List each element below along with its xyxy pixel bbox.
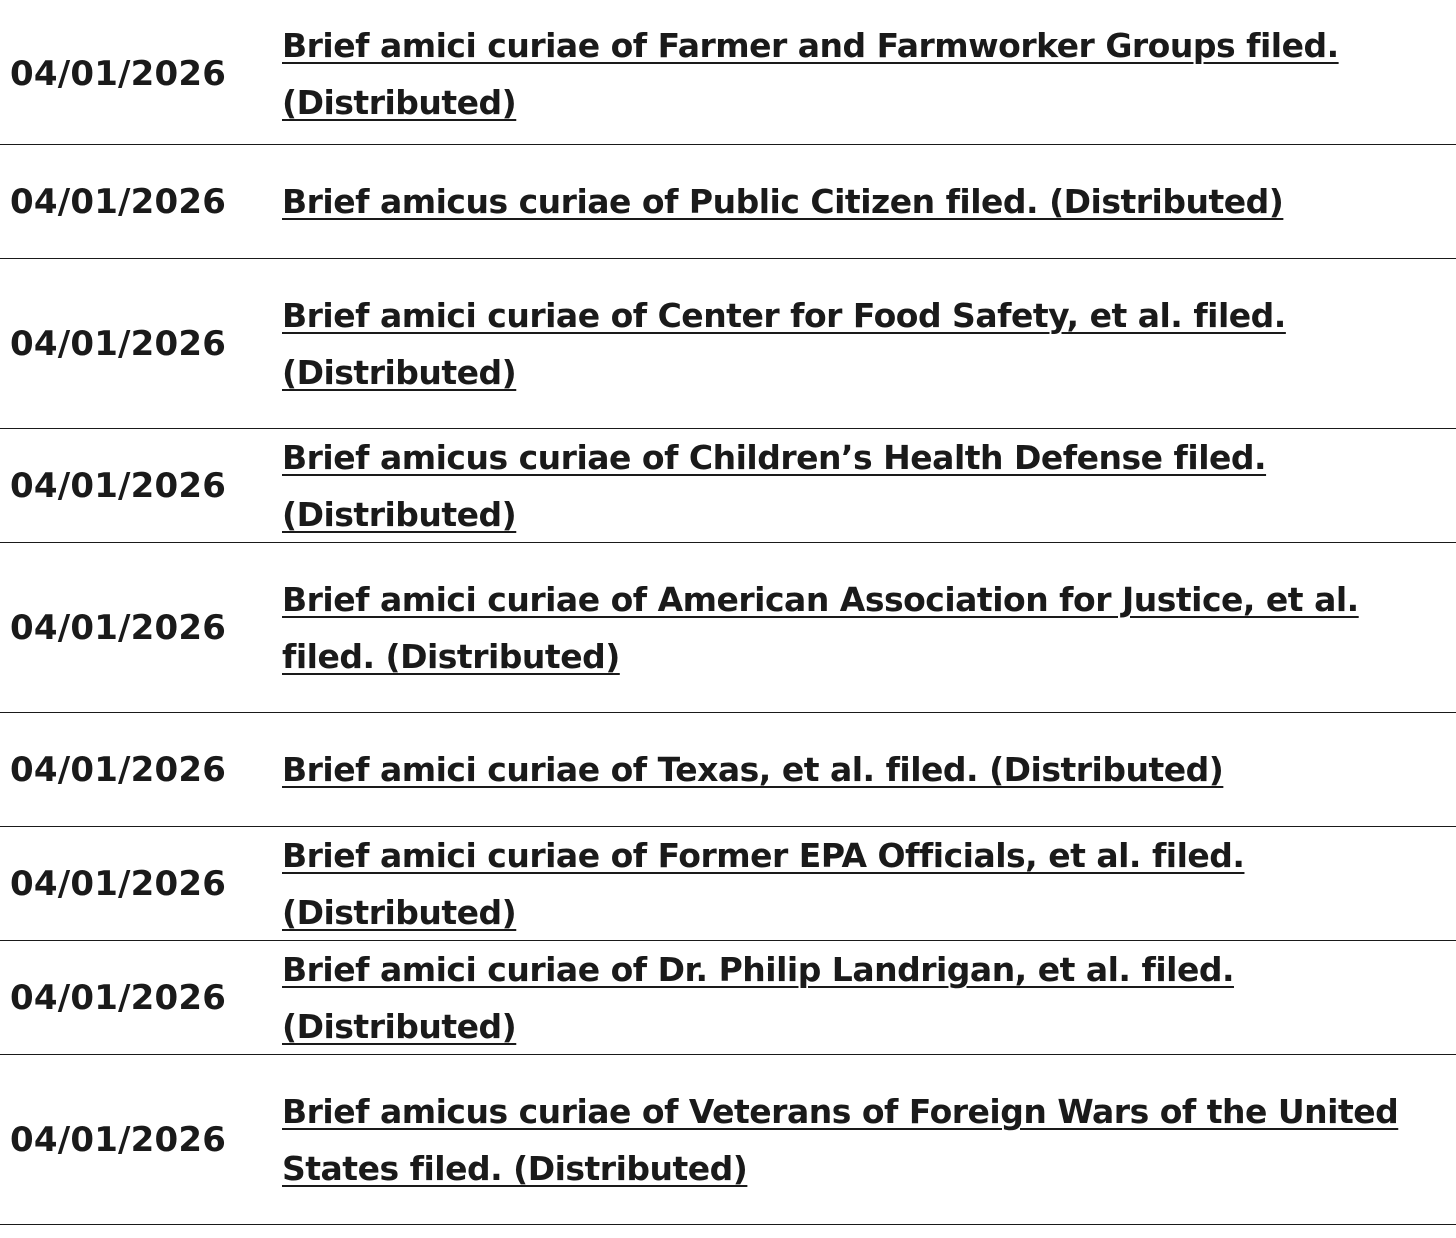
entry-description	[282, 173, 1456, 230]
entry-description	[282, 17, 1456, 131]
entry-link[interactable]: Brief amici curiae of Dr. Philip Landrigan, et al. filed. (Distributed)	[282, 949, 1234, 1046]
entry-link[interactable]: Brief amici curiae of Former EPA Officials, et al. filed. (Distributed)	[282, 835, 1245, 932]
table-row	[0, 713, 1456, 827]
entry-link[interactable]: Brief amicus curiae of Public Citizen filed. (Distributed)	[282, 182, 1284, 221]
table-row	[0, 1055, 1456, 1225]
entry-description	[282, 1083, 1456, 1197]
entry-date: 04/01/2026	[10, 977, 227, 1018]
entry-date: 04/01/2026	[10, 863, 227, 904]
entry-link[interactable]: Brief amici curiae of Farmer and Farmworker Groups filed. (Distributed)	[282, 26, 1339, 122]
entry-link[interactable]: Brief amicus curiae of Veterans of Foreign Wars of the United States filed. (Distributed)	[282, 1091, 1399, 1188]
entry-date: 04/01/2026	[10, 181, 227, 222]
entry-date: 04/01/2026	[10, 54, 227, 94]
entry-date: 04/01/2026	[10, 465, 227, 506]
table-row	[0, 145, 1456, 259]
entry-description	[282, 571, 1456, 685]
entry-link[interactable]: Brief amici curiae of Texas, et al. filed. (Distributed)	[282, 750, 1224, 789]
entry-description	[282, 287, 1456, 401]
table-row	[0, 429, 1456, 543]
entry-description	[282, 429, 1456, 543]
entry-date: 04/01/2026	[10, 323, 227, 364]
entry-date: 04/01/2026	[10, 607, 227, 648]
entry-date: 04/01/2026	[10, 1119, 227, 1160]
entry-link[interactable]: Brief amici curiae of American Association for Justice, et al. filed. (Distributed)	[282, 579, 1359, 676]
table-row	[0, 259, 1456, 429]
table-row	[0, 827, 1456, 941]
table-row	[0, 4, 1456, 145]
table-row	[0, 543, 1456, 713]
entry-link[interactable]: Brief amicus curiae of Children’s Health Defense filed. (Distributed)	[282, 437, 1267, 534]
entry-description	[282, 941, 1456, 1055]
entry-description	[282, 827, 1456, 941]
entry-date: 04/01/2026	[10, 749, 227, 790]
table-row	[0, 941, 1456, 1055]
docket-table	[0, 4, 1456, 1225]
entry-description	[282, 741, 1456, 798]
entry-link[interactable]: Brief amici curiae of Center for Food Safety, et al. filed. (Distributed)	[282, 295, 1286, 392]
